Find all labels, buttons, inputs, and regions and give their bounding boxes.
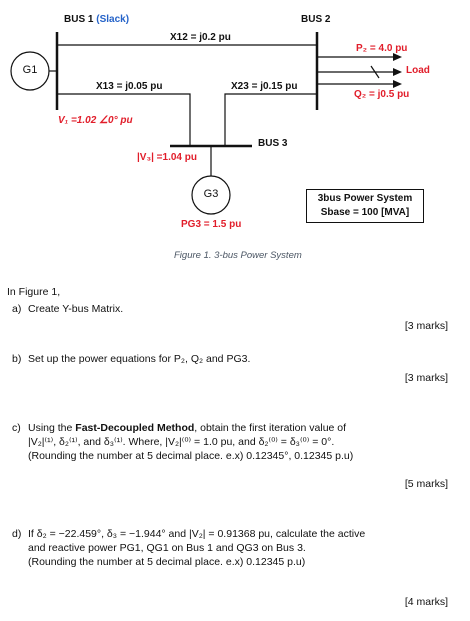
question-c: c) Using the Fast-Decoupled Method, obtain the first iteration value of |V₂|⁽¹⁾, δ₂⁽¹⁾, and δ₃⁽¹⁾. Where, |V₂|⁽⁰⁾ = 1.0 pu, and δ₂⁽⁰⁾ = δ₃⁽⁰⁾ = 0°. (Rounding the number at 5 decimal place. e.x) 0.12345°, 0.12345 p.u) — [12, 421, 452, 463]
question-c-line1: Using the Fast-Decoupled Method, obtain the first iteration value of — [28, 422, 347, 434]
p2-label: P₂ = 4.0 pu — [356, 43, 408, 54]
bus2-label: BUS 2 — [301, 14, 331, 25]
question-c-line2: |V₂|⁽¹⁾, δ₂⁽¹⁾, and δ₃⁽¹⁾. Where, |V₂|⁽⁰⁾ = 1.0 pu, and δ₂⁽⁰⁾ = δ₃⁽⁰⁾ = 0°. — [28, 436, 335, 448]
bus3-label: BUS 3 — [258, 138, 288, 149]
question-d: d) If δ₂ = −22.459°, δ₃ = −1.944° and |V₂| = 0.91368 pu, calculate the active and reactive power PG1, QG1 on Bus 1 and QG3 on Bus 3. (Rounding the number at 5 decimal place. e.x) 0.12345 p.u) — [12, 527, 452, 569]
q2-label: Q₂ = j0.5 pu — [354, 89, 410, 100]
sbase-label: Sbase = 100 [MVA] — [320, 207, 410, 218]
marks-a: [3 marks] — [404, 320, 448, 332]
question-a: a) Create Y-bus Matrix. — [12, 303, 124, 315]
marks-d: [4 marks] — [404, 596, 448, 608]
fast-decoupled-method-emphasis: Fast-Decoupled Method — [75, 422, 195, 434]
x23-label: X23 = j0.15 pu — [231, 81, 298, 92]
question-c-line3: (Rounding the number at 5 decimal place. e.x) 0.12345°, 0.12345 p.u) — [28, 450, 354, 462]
marks-b: [3 marks] — [404, 372, 448, 384]
intro-text: In Figure 1, — [7, 286, 61, 298]
question-d-line1: If δ₂ = −22.459°, δ₃ = −1.944° and |V₂| = 0.91368 pu, calculate the active — [28, 528, 366, 540]
g3-label: G3 — [203, 188, 219, 200]
pg3-label: PG3 = 1.5 pu — [181, 219, 242, 230]
bus1-label: BUS 1 (Slack) — [64, 14, 130, 25]
question-b: b) Set up the power equations for P₂, Q₂ and PG3. — [12, 353, 251, 365]
v1-label: V₁ =1.02 ∠0° pu — [58, 115, 133, 126]
question-d-line2: and reactive power PG1, QG1 on Bus 1 and QG3 on Bus 3. — [28, 542, 306, 554]
system-info-box — [306, 189, 424, 223]
system-title: 3bus Power System — [317, 193, 413, 204]
g1-label: G1 — [22, 64, 38, 76]
x12-label: X12 = j0.2 pu — [170, 32, 231, 43]
marks-c: [5 marks] — [404, 478, 448, 490]
question-d-line3: (Rounding the number at 5 decimal place. e.x) 0.12345 p.u) — [28, 556, 306, 568]
x13-label: X13 = j0.05 pu — [96, 81, 163, 92]
v3-label: |V₃| =1.04 pu — [137, 152, 197, 163]
figure-caption: Figure 1. 3-bus Power System — [174, 250, 302, 261]
load-label: Load — [406, 65, 430, 76]
